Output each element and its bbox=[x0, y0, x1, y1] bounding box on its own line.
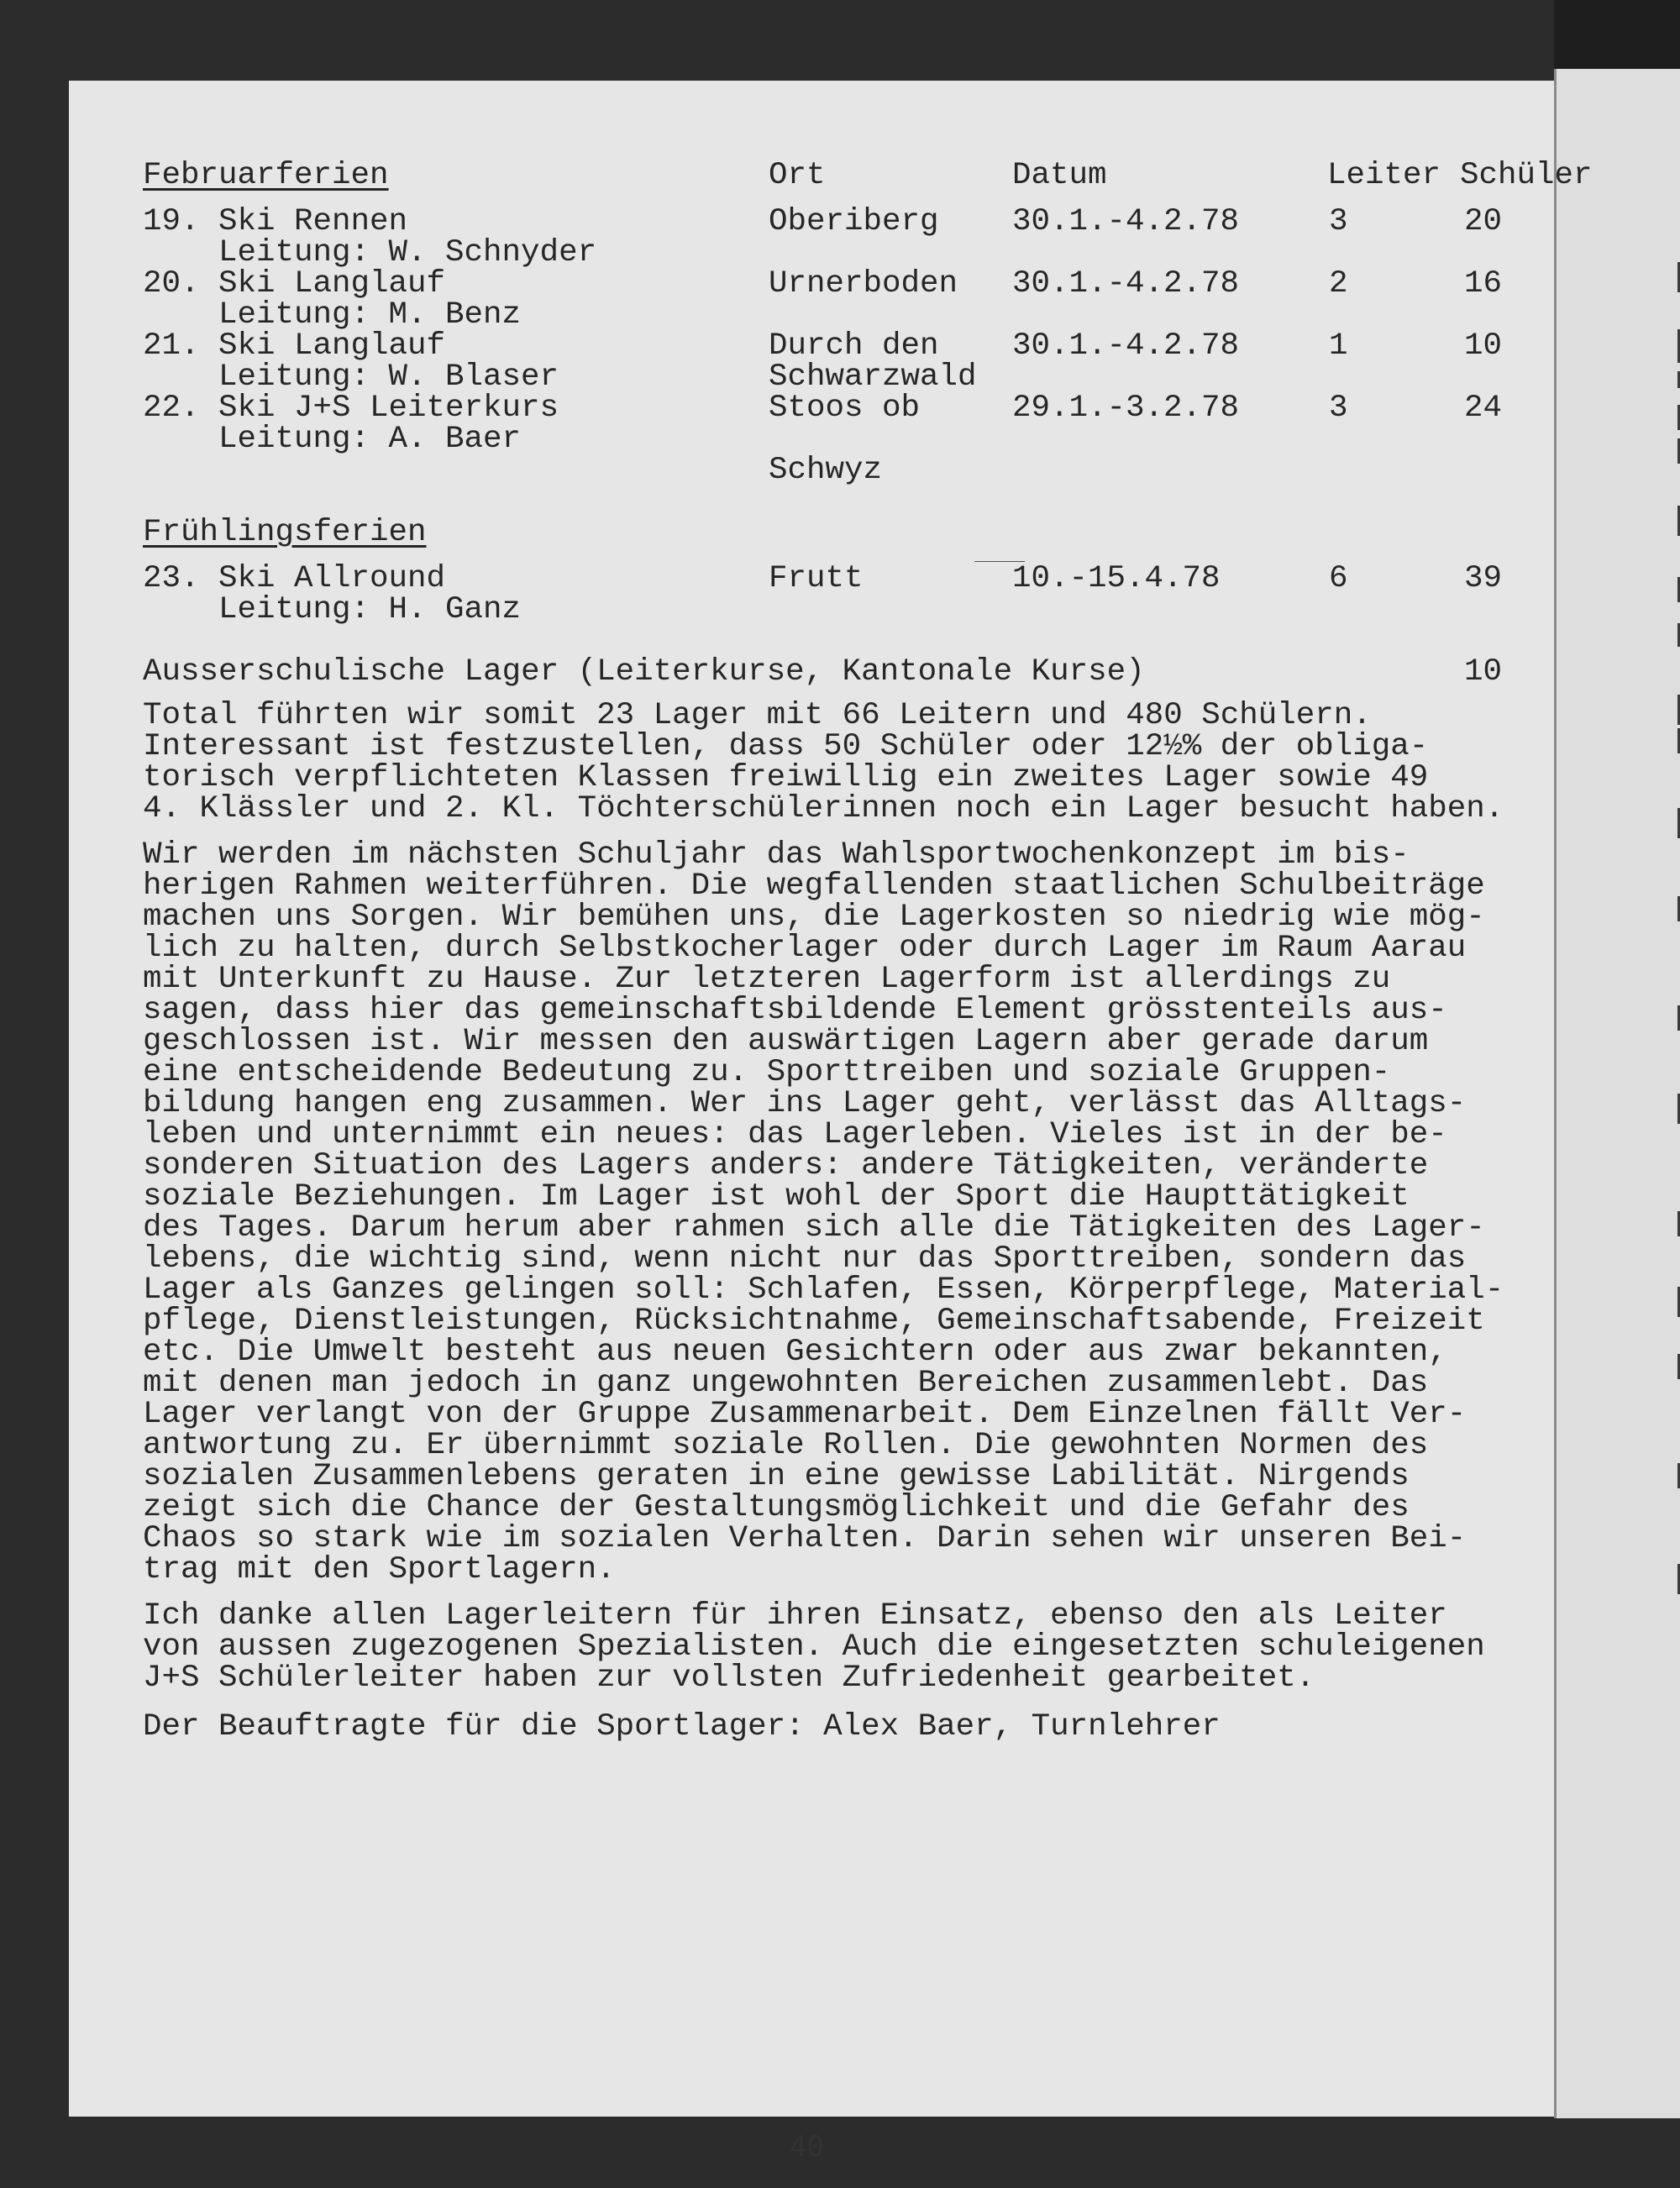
ausserschulisch-label: Ausserschulische Lager (Leiterkurse, Kantonale Kurse) bbox=[143, 654, 1145, 690]
paragraph-total: Total führten wir somit 23 Lager mit 66 Leitern und 480 Schülern. Interessant ist festzustellen, dass 50 Schüler oder 12½% der obliga- torisch verpflichteten Klassen freiwillig ein zweites Lager sowie 49 4. Klässler und 2. Kl. Töchterschülerinnen noch ein Lager besucht haben. bbox=[143, 698, 1504, 826]
entry-leitung: Leitung: M. Benz bbox=[218, 297, 522, 333]
entry-schueler: 10 bbox=[1464, 328, 1503, 364]
entry-datum: 30.1.-4.2.78 bbox=[1012, 204, 1240, 239]
signature-line: Der Beauftragte für die Sportlager: Alex Baer, Turnlehrer bbox=[143, 1709, 1221, 1745]
entry-title: Ski Rennen bbox=[218, 204, 408, 239]
section-header-row bbox=[143, 515, 1554, 550]
entry-number: 21. bbox=[143, 328, 200, 364]
entry-schueler: 24 bbox=[1464, 391, 1503, 426]
entry-schueler: 16 bbox=[1464, 266, 1503, 302]
paragraph-main: Wir werden im nächsten Schuljahr das Wahlsportwochenkonzept im bis- herigen Rahmen weiterführen. Die wegfallenden staatlichen Schulbeiträge machen uns Sorgen. Wir bemühen uns, die Lagerkosten so niedrig wie mög- lich zu halten, durch Selbstkocherlager oder durch Lager im Raum Aarau mit Unterkunft zu Hause. Zur letzteren Lagerform ist allerdings zu sagen, dass hier das gemeinschaftsbildende Element grösstenteils aus- geschlossen ist. Wir messen den auswärtigen Lagern aber gerade darum eine entscheidende Bedeutung zu. Sporttreiben und soziale Gruppen- bildung hangen eng zusammen. Wer ins Lager geht, verlässt das Alltags- leben und unternimmt ein neues: das Lagerleben. Vieles ist in der be- sonderen Situation des Lagers anders: andere Tätigkeiten, veränderte soziale Beziehungen. Im Lager ist wohl der Sport die Haupttätigkeit des Tages. Darum herum aber rahmen sich alle die Tätigkeiten des Lager- lebens, die wichtig sind, wenn nicht nur das Sporttreiben, sondern das Lager als Ganzes gelingen soll: Schlafen, Essen, Körperpflege, Material- pflege, Dienstleistungen, Rücksichtnahme, Gemeinschaftsabende, Freizeit etc. Die Umwelt besteht aus neuen Gesichtern oder aus zwar bekannten, mit denen man jedoch in ganz ungewohnten Bereichen zusammenlebt. Das Lager verlangt von der Gruppe Zusammenarbeit. Dem Einzelnen fällt Ver- antwortung zu. Er übernimmt soziale Rollen. Die gewohnten Normen des sozialen Zusammenlebens geraten in eine gewisse Labilität. Nirgends zeigt sich die Chance der Gestaltungsmöglichkeit und die Gefahr des Chaos so stark wie im sozialen Verhalten. Darin sehen wir unseren Bei- trag mit den Sportlagern. bbox=[143, 837, 1504, 1587]
entry-leitung: Leitung: W. Blaser bbox=[218, 359, 559, 395]
entry-leiter: 3 bbox=[1329, 391, 1348, 426]
entry-leiter: 6 bbox=[1329, 561, 1348, 596]
table-row-sub bbox=[143, 359, 1554, 395]
entry-ort: Oberiberg bbox=[769, 204, 939, 239]
column-header-ort: Ort bbox=[769, 158, 826, 193]
entry-ort: Stoos ob bbox=[769, 391, 921, 426]
entry-number: 19. bbox=[143, 204, 200, 239]
entry-datum: 10.-15.4.78 bbox=[1012, 561, 1221, 596]
paragraph-thanks: Ich danke allen Lagerleitern für ihren Einsatz, ebenso den als Leiter von aussen zugezogenen Spezialisten. Auch die eingesetzten schuleigenen J+S Schülerleiter haben zur vollsten Zufriedenheit gearbeitet. bbox=[143, 1598, 1485, 1696]
entry-datum: 29.1.-3.2.78 bbox=[1012, 391, 1240, 426]
ausserschulisch-schueler: 10 bbox=[1464, 654, 1503, 690]
entry-number: 22. bbox=[143, 391, 200, 426]
section-heading-februarferien: Februarferien bbox=[143, 158, 389, 193]
entry-leiter: 1 bbox=[1329, 328, 1348, 364]
entry-number: 20. bbox=[143, 266, 200, 302]
section-heading-fruehlingsferien: Frühlingsferien bbox=[143, 515, 427, 550]
entry-leiter: 3 bbox=[1329, 204, 1348, 239]
entry-number: 23. bbox=[143, 561, 200, 596]
entry-title: Ski Allround bbox=[218, 561, 446, 596]
document-page bbox=[69, 81, 1593, 2164]
table-row bbox=[143, 266, 1554, 302]
entry-leitung: Leitung: W. Schnyder bbox=[218, 235, 597, 270]
table-row-sub bbox=[143, 592, 1554, 627]
table-row bbox=[143, 561, 1554, 596]
entry-ort: Frutt bbox=[769, 561, 864, 596]
scan-edge bbox=[1554, 0, 1680, 69]
table-row bbox=[143, 391, 1554, 426]
entry-ort-line2: Schwyz bbox=[769, 453, 883, 488]
entry-leitung: Leitung: H. Ganz bbox=[218, 592, 522, 627]
column-header-schueler: Schüler bbox=[1460, 158, 1593, 193]
table-row bbox=[143, 328, 1554, 364]
entry-ort-line2: Schwarzwald bbox=[769, 359, 977, 395]
entry-schueler: 20 bbox=[1464, 204, 1503, 239]
entry-ort: Urnerboden bbox=[769, 266, 958, 302]
column-header-datum: Datum bbox=[1012, 158, 1107, 193]
entry-datum: 30.1.-4.2.78 bbox=[1012, 266, 1240, 302]
entry-leiter: 2 bbox=[1329, 266, 1348, 302]
page-number: 40 bbox=[790, 2130, 824, 2164]
entry-datum: 30.1.-4.2.78 bbox=[1012, 328, 1240, 364]
ausserschulisch-row bbox=[143, 654, 1554, 690]
entry-leitung: Leitung: A. Baer bbox=[218, 422, 522, 457]
adjacent-page-edge bbox=[1554, 69, 1680, 2118]
entry-ort: Durch den bbox=[769, 328, 939, 364]
entry-title: Ski Langlauf bbox=[218, 266, 446, 302]
table-row bbox=[143, 204, 1554, 239]
table-row-sub bbox=[143, 297, 1554, 333]
table-row-sub bbox=[143, 422, 1554, 457]
table-header bbox=[143, 158, 1593, 193]
column-header-leiter: Leiter bbox=[1327, 158, 1441, 193]
table-row-sub bbox=[143, 453, 1554, 488]
entry-title: Ski J+S Leiterkurs bbox=[218, 391, 559, 426]
entry-schueler: 39 bbox=[1464, 561, 1503, 596]
page-content bbox=[143, 158, 1593, 1745]
table-row-sub bbox=[143, 235, 1554, 270]
entry-title: Ski Langlauf bbox=[218, 328, 446, 364]
